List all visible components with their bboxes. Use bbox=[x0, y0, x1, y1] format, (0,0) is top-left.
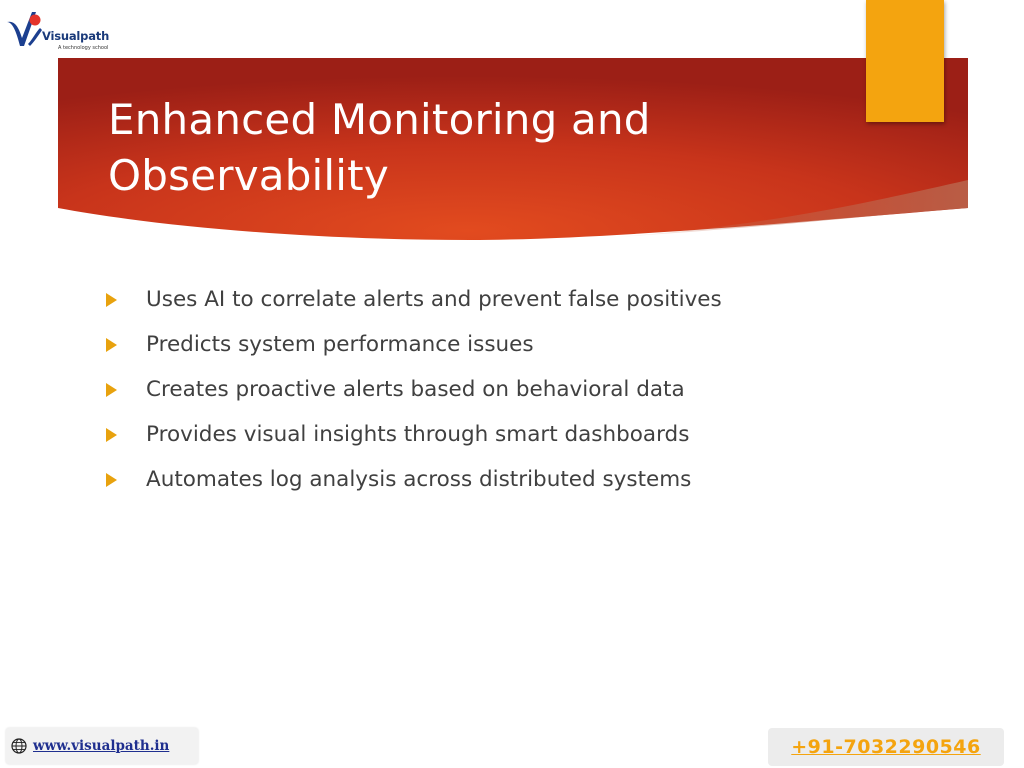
phone-badge[interactable] bbox=[768, 728, 1004, 766]
list-item bbox=[106, 329, 722, 374]
slide-title-line-1: Enhanced Monitoring and bbox=[108, 95, 651, 144]
list-item bbox=[106, 374, 722, 419]
list-item bbox=[106, 464, 722, 509]
website-badge[interactable] bbox=[6, 728, 198, 764]
list-item bbox=[106, 419, 722, 464]
phone-link[interactable]: +91-7032290546 bbox=[791, 736, 981, 758]
slide-title bbox=[108, 92, 808, 204]
bullet-text: Uses AI to correlate alerts and prevent false positives bbox=[146, 287, 722, 312]
accent-tab bbox=[866, 0, 944, 122]
visualpath-logo bbox=[6, 8, 126, 58]
triangle-right-icon bbox=[106, 338, 117, 352]
bullet-list bbox=[106, 284, 722, 509]
website-link[interactable]: www.visualpath.in bbox=[33, 738, 170, 754]
triangle-right-icon bbox=[106, 383, 117, 397]
triangle-right-icon bbox=[106, 293, 117, 307]
logo-tagline: A technology school bbox=[58, 45, 109, 51]
visualpath-logo-mark-icon bbox=[6, 8, 44, 54]
triangle-right-icon bbox=[106, 473, 117, 487]
bullet-text: Provides visual insights through smart dashboards bbox=[146, 422, 690, 447]
triangle-right-icon bbox=[106, 428, 117, 442]
slide-title-line-2: Observability bbox=[108, 151, 389, 200]
bullet-text: Automates log analysis across distributed systems bbox=[146, 467, 692, 492]
logo-name: Visualpath bbox=[42, 29, 110, 43]
list-item bbox=[106, 284, 722, 329]
globe-icon bbox=[11, 738, 27, 754]
bullet-text: Creates proactive alerts based on behavioral data bbox=[146, 377, 685, 402]
bullet-text: Predicts system performance issues bbox=[146, 332, 534, 357]
